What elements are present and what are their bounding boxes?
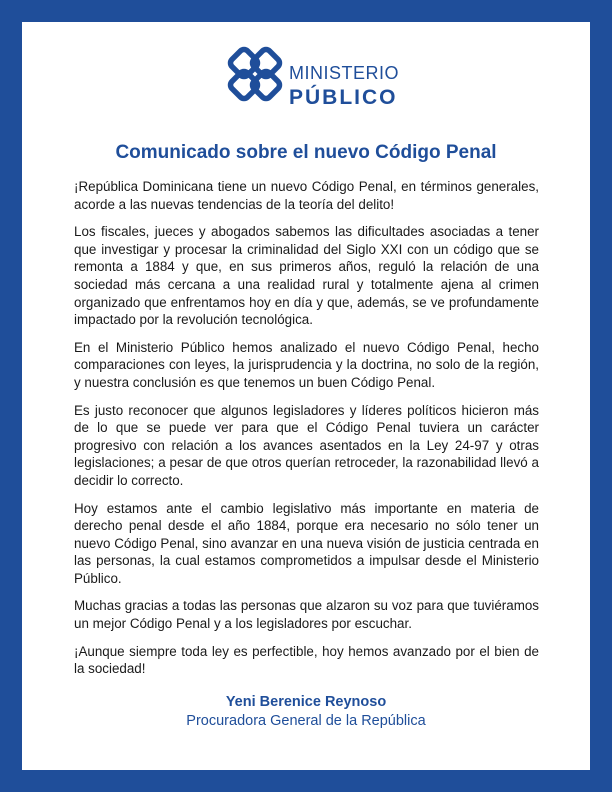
paragraph: Muchas gracias a todas las personas que alzaron su voz para que tuviéramos un mejor Código Penal y a los legisladores por escuchar.: [74, 598, 539, 632]
paragraph: Los fiscales, jueces y abogados sabemos las dificultades asociadas a tener que investigar y procesar la criminalidad del Siglo XXI con un código que se remonta a 1884 y que, en sus primeros años, reguló la relación de una sociedad más cercana a una realidad rural y totalmente ajena al crimen organizado que enfrentamos hoy en día y que, además, se ve profundamente impactado por la revolución tecnológica.: [74, 224, 539, 328]
paragraph: ¡Aunque siempre toda ley es perfectible, hoy hemos avanzado por el bien de la sociedad!: [74, 643, 539, 677]
logo-text-line1: MINISTERIO: [289, 63, 400, 83]
knot-icon: [227, 46, 283, 106]
paragraph: Hoy estamos ante el cambio legislativo más importante en materia de derecho penal desde el año 1884, porque era necesario no sólo tener un nuevo Código Penal, sino avanzar en una nueva visión de justicia centrada en las personas, la cual estamos comprometidos a impulsar desde el Ministerio Público.: [74, 500, 539, 586]
paragraph: En el Ministerio Público hemos analizado el nuevo Código Penal, hecho comparaciones con leyes, la jurisprudencia y la doctrina, no solo de la región, y nuestra conclusión es que tenemos un buen Código Penal.: [74, 339, 539, 390]
paragraph: Es justo reconocer que algunos legisladores y líderes políticos hicieron más de lo que se puede ver para que el Código Penal tuviera un carácter progresivo con relación a los avances asentados en la Ley 24-97 y otras legislaciones; a pesar de que otros querían retroceder, la razonabilidad llevó a decidir lo correcto.: [74, 402, 539, 488]
signatory-name: Yeni Berenice Reynoso: [225, 694, 387, 710]
paragraph: ¡República Dominicana tiene un nuevo Código Penal, en términos generales, acorde a las nuevas tendencias de la teoría del delito!: [74, 179, 539, 212]
page-title: Comunicado sobre el nuevo Código Penal: [115, 142, 497, 163]
document-page: [22, 22, 590, 770]
signature-block: [22, 694, 590, 729]
logo-text-line2: PÚBLICO: [289, 86, 398, 109]
statement-body: [74, 178, 539, 688]
signatory-title: Procuradora General de la República: [186, 713, 426, 729]
ministerio-publico-logo: [227, 46, 427, 118]
